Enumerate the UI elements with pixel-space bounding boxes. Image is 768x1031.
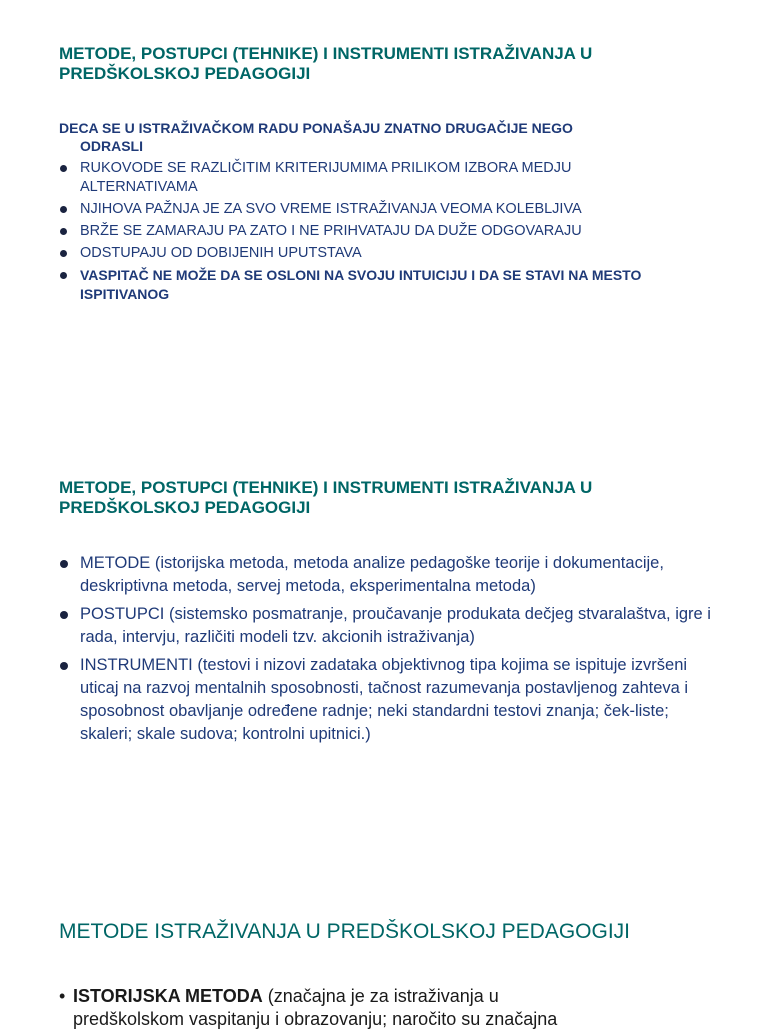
slide2-title <box>59 478 719 518</box>
slide1-intro-line1: DECA SE U ISTRAŽIVAČKOM RADU PONAŠAJU ZNATNO DRUGAČIJE NEGO <box>59 120 573 136</box>
slide2-title-line1: METODE, POSTUPCI (TEHNIKE) I INSTRUMENTI ISTRAŽIVANJA U <box>59 478 593 497</box>
bullet-icon <box>60 611 68 619</box>
list-item: NJIHOVA PAŽNJA JE ZA SVO VREME ISTRAŽIVANJA VEOMA KOLEBLJIVA <box>59 200 679 219</box>
bullet-icon <box>60 250 67 257</box>
bullet-icon <box>60 560 68 568</box>
bullet-icon <box>60 165 67 172</box>
list-item-instrumenti: INSTRUMENTI (testovi i nizovi zadataka objektivnog tipa kojima se ispituje izvršeni uticaj na razvoj mentalnih sposobnosti, tačnost razumevanja postavljenog zahteva i sposobnost obavljanje određene radnje; neki standardni testovi znanja; ček-liste; skaleri; skale sudova; kontrolni upitnici.) <box>59 654 719 746</box>
slide1-title-line2: PREDŠKOLSKOJ PEDAGOGIJI <box>59 64 311 83</box>
bullet-icon <box>60 228 67 235</box>
slide2-title-line2: PREDŠKOLSKOJ PEDAGOGIJI <box>59 498 311 517</box>
bullet-icon <box>60 662 68 670</box>
item-term: ISTORIJSKA METODA <box>73 986 263 1006</box>
list-item: BRŽE SE ZAMARAJU PA ZATO I NE PRIHVATAJU DA DUŽE ODGOVARAJU <box>59 222 679 241</box>
bullet-icon <box>60 206 67 213</box>
list-item: VASPITAČ NE MOŽE DA SE OSLONI NA SVOJU INTUICIJU I DA SE STAVI NA MESTO ISPITIVANOG <box>59 266 679 304</box>
item-text-line1: (značajna je za istraživanja u <box>262 986 499 1006</box>
bullet-icon: • <box>59 986 66 1006</box>
list-item-metode: METODE (istorijska metoda, metoda analize pedagoške teorije i dokumentacije, deskriptivna metoda, servej metoda, eksperimentalna metoda) <box>59 552 719 598</box>
list-item: RUKOVODE SE RAZLIČITIM KRITERIJUMIMA PRILIKOM IZBORA MEDJU ALTERNATIVAMA <box>59 159 679 197</box>
list-item: ODSTUPAJU OD DOBIJENIH UPUTSTAVA <box>59 244 679 263</box>
slide1-intro <box>59 119 679 155</box>
slide1-title-line1: METODE, POSTUPCI (TEHNIKE) I INSTRUMENTI ISTRAŽIVANJA U <box>59 44 593 63</box>
slide1-intro-line2: ODRASLI <box>80 138 143 154</box>
slide2-bullet-list <box>59 552 719 751</box>
slide3-title: METODE ISTRAŽIVANJA U PREDŠKOLSKOJ PEDAGOGIJI <box>59 920 631 943</box>
list-item-postupci: POSTUPCI (sistemsko posmatranje, proučavanje produkata dečjeg stvaralaštva, igre i rada, intervju, različiti modeli tzv. akcionih istraživanja) <box>59 603 719 649</box>
slide3-bullet-list <box>59 985 699 1031</box>
slide1-title <box>59 44 719 84</box>
item-text-line2: predškolskom vaspitanju i obrazovanju; naročito su značajna <box>73 1009 558 1029</box>
list-item <box>59 985 699 1031</box>
slide1-bullet-list <box>59 159 679 307</box>
bullet-icon <box>60 272 67 279</box>
